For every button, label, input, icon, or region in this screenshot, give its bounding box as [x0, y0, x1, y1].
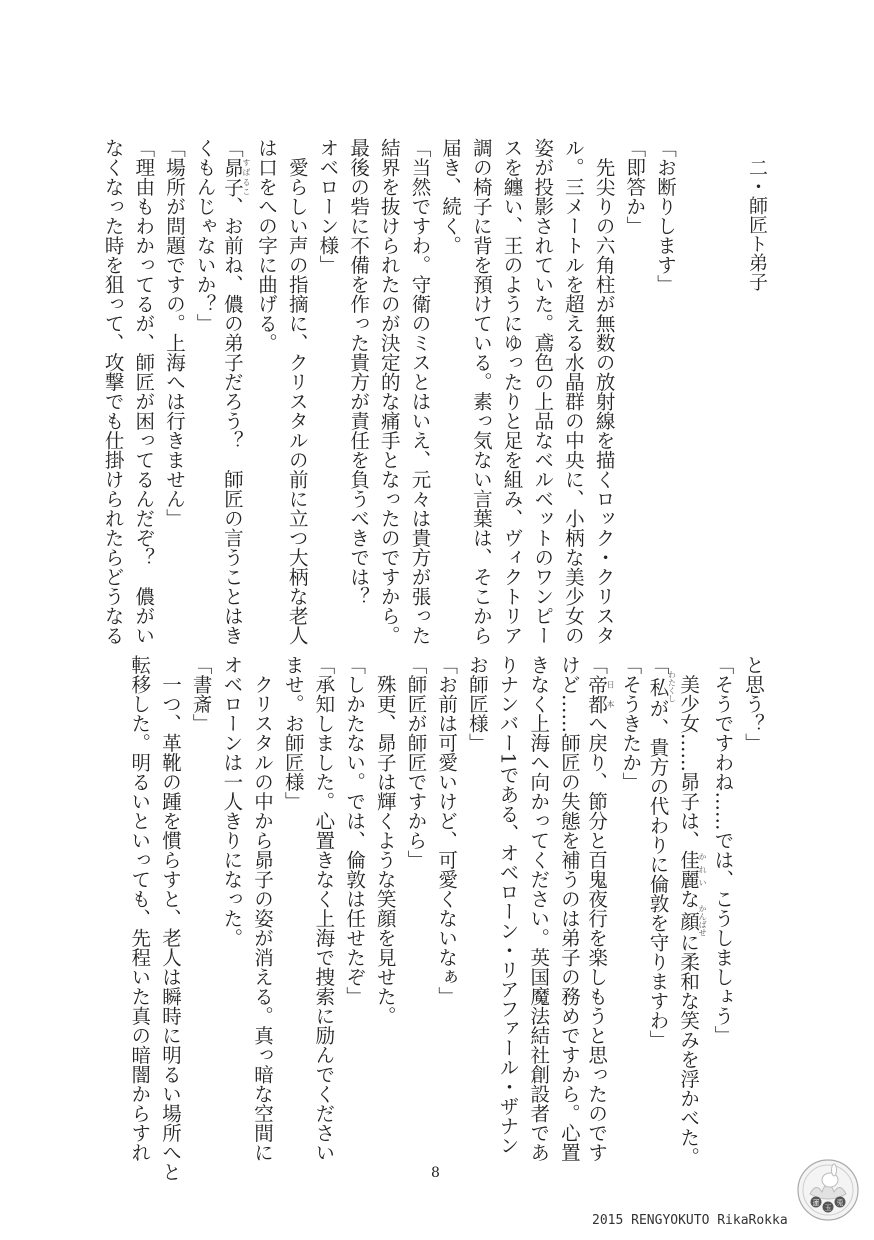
- text-line: [523, 655, 554, 1162]
- text-segment: 「場所が問題ですの。上海へは行きません」: [162, 138, 186, 528]
- seal-logo-icon: [796, 1158, 860, 1222]
- text-line: [680, 138, 711, 603]
- text-segment: きなく上海へ向かってください。英国魔法結社創設者であ: [527, 655, 551, 1162]
- text-line: [707, 655, 738, 1120]
- text-line: [97, 138, 128, 645]
- text-line: [277, 655, 308, 1120]
- text-segment: 、お前ね、儂の弟子だろう？ 師匠の言うことはき: [220, 196, 244, 645]
- text-line: [400, 655, 431, 1120]
- text-line: [496, 138, 527, 645]
- text-line: [369, 655, 400, 1120]
- footer-credit: 2015 RENGYOKUTO RikaRokka: [592, 1213, 788, 1228]
- text-segment: クリスタルの中から昴子の姿が消える。真っ暗な空間に: [251, 655, 274, 1162]
- text-segment: 二・師匠ト弟子: [746, 158, 768, 291]
- text-segment: なくなった時を狙って、攻撃でも仕掛けられたらどうなる: [101, 138, 125, 645]
- text-segment: 結界を抜けられたのが決定的な痛手となったのですから。: [377, 138, 401, 645]
- text-segment: 「そうですわね……では、こうしましょう」: [711, 655, 735, 1045]
- text-line: [465, 138, 496, 645]
- text-segment: オベローン様」: [316, 138, 340, 275]
- text-segment: が、貴方の代わりに倫敦を守りますわ」: [646, 698, 670, 1050]
- ruby-annotation: [646, 670, 677, 703]
- page-number: 8: [431, 1165, 440, 1181]
- chapter-title: [741, 138, 772, 603]
- svg-text:玉: 玉: [824, 1204, 832, 1212]
- text-line: [584, 655, 616, 1162]
- text-line: [615, 655, 646, 1120]
- text-segment: ル。三メートルを超える水晶群の中央に、小柄な美少女の: [561, 138, 585, 645]
- text-segment: 調の椅子に背を預けている。素っ気ない言葉は、そこから: [469, 138, 493, 645]
- text-segment: 先尖りの六角柱が無数の放射線を描くロック・クリスタ: [592, 138, 616, 645]
- text-line: [434, 138, 465, 603]
- text-line: [588, 138, 619, 645]
- text-segment: と思う？」: [742, 655, 765, 753]
- text-segment: ませ。お師匠様」: [281, 655, 305, 811]
- text-segment: 「そうきたか」: [619, 655, 643, 792]
- text-segment: 一つ、革靴の踵を慣らすと、老人は瞬時に明るい場所へと: [158, 655, 182, 1182]
- text-segment: 「書斎」: [189, 655, 213, 733]
- text-line: [557, 138, 588, 645]
- ruby-reading: かんばせ: [698, 904, 708, 937]
- svg-text:兎: 兎: [836, 1199, 844, 1207]
- text-segment: くもんじゃないか？」: [193, 138, 217, 333]
- text-line: [461, 655, 492, 1120]
- text-segment: 殊更、昴子は輝くような笑顔を見せた。: [373, 655, 397, 1026]
- text-line: [220, 138, 251, 645]
- ruby-base: 昴子: [220, 157, 244, 197]
- text-segment: 「お断りします」: [653, 138, 677, 294]
- text-segment: は口をへの字に曲げる。: [255, 138, 278, 353]
- text-segment: へ戻り、節分と百鬼夜行を楽しもうと思ったのです: [585, 713, 609, 1162]
- ruby-base: 私: [646, 670, 670, 703]
- text-segment: お師匠様」: [465, 655, 489, 753]
- text-line: [553, 655, 584, 1162]
- text-segment: 「お前は可愛いけど、可愛くないなぁ」: [435, 655, 459, 1006]
- text-line: [158, 138, 189, 603]
- text-line: [711, 138, 742, 603]
- text-line: [246, 655, 277, 1162]
- text-segment: 姿が投影されていた。鳶色の上品なベルベットのワンピー: [531, 138, 555, 645]
- text-block-upper: [97, 138, 772, 645]
- svg-text:蓮: 蓮: [812, 1199, 820, 1207]
- text-line: [373, 138, 404, 645]
- text-segment: 「即答か」: [623, 138, 647, 236]
- text-line: [676, 655, 708, 1167]
- text-segment: 「: [585, 655, 609, 675]
- text-segment: 「師匠が師匠ですから」: [404, 655, 428, 870]
- text-segment: 「: [220, 138, 244, 158]
- text-line: [189, 138, 220, 603]
- text-segment: な: [677, 889, 701, 909]
- text-line: [645, 655, 676, 1120]
- text-line: [185, 655, 216, 1120]
- text-segment: 最後の砦に不備を作った貴方が責任を負うべきでは？: [347, 138, 371, 606]
- text-line: [342, 138, 373, 606]
- text-line: [737, 655, 768, 1120]
- text-segment: りナンバー1である、オベローン・リアファール・ザナン: [496, 655, 520, 1155]
- ruby-annotation: [677, 850, 708, 889]
- text-segment: 届き、続く。: [439, 138, 463, 255]
- text-line: [128, 138, 159, 645]
- ruby-reading: すばるこ: [241, 157, 251, 197]
- ruby-base: 佳麗: [677, 850, 701, 889]
- text-segment: 転移した。明るいといっても、先程いた真の暗闇からすれ: [128, 655, 152, 1162]
- text-segment: に柔和な笑みを浮かべた。: [677, 932, 701, 1167]
- text-segment: スを纏い、王のようにゆったりと足を組み、ヴィクトリア: [500, 138, 524, 645]
- text-line: [124, 655, 155, 1162]
- text-segment: 「承知しました。心置きなく上海で捜索に励んでください: [312, 655, 336, 1162]
- text-segment: 「しかたない。では、倫敦は任せたぞ」: [343, 655, 367, 1006]
- ruby-annotation: [677, 904, 708, 937]
- text-segment: オベローンは一人きりになった。: [220, 655, 244, 948]
- text-segment: 愛らしい声の指摘に、クリスタルの前に立つ大柄な老人: [285, 138, 309, 645]
- text-line: [649, 138, 680, 603]
- ruby-annotation: [585, 674, 616, 714]
- text-line: [527, 138, 558, 645]
- text-line: [250, 138, 281, 603]
- text-line: [312, 138, 343, 603]
- ruby-reading: わたくし: [667, 670, 677, 703]
- ruby-annotation: [220, 157, 251, 197]
- ruby-base: 顔: [677, 904, 701, 937]
- text-line: [492, 655, 523, 1155]
- text-line: [430, 655, 461, 1120]
- text-segment: 「理由もわかってるが、師匠が困ってるんだぞ？ 儂がい: [132, 138, 156, 645]
- text-segment: 美少女……昴子は、: [677, 655, 701, 850]
- text-segment: けど……師匠の失態を補うのは弟子の務めですから。心置: [557, 655, 581, 1162]
- ruby-reading: 日本: [606, 674, 616, 714]
- text-line: [404, 138, 435, 645]
- text-line: [154, 655, 185, 1182]
- text-block-lower: [124, 655, 768, 1182]
- text-line: [619, 138, 650, 603]
- ruby-reading: かれい: [698, 850, 708, 889]
- text-segment: 「: [646, 655, 670, 675]
- text-line: [281, 138, 312, 645]
- text-segment: 「当然ですわ。守衛のミスとはいえ、元々は貴方が張った: [408, 138, 432, 645]
- text-line: [338, 655, 369, 1120]
- text-line: [216, 655, 247, 1120]
- ruby-base: 帝都: [585, 674, 609, 714]
- text-line: [308, 655, 339, 1162]
